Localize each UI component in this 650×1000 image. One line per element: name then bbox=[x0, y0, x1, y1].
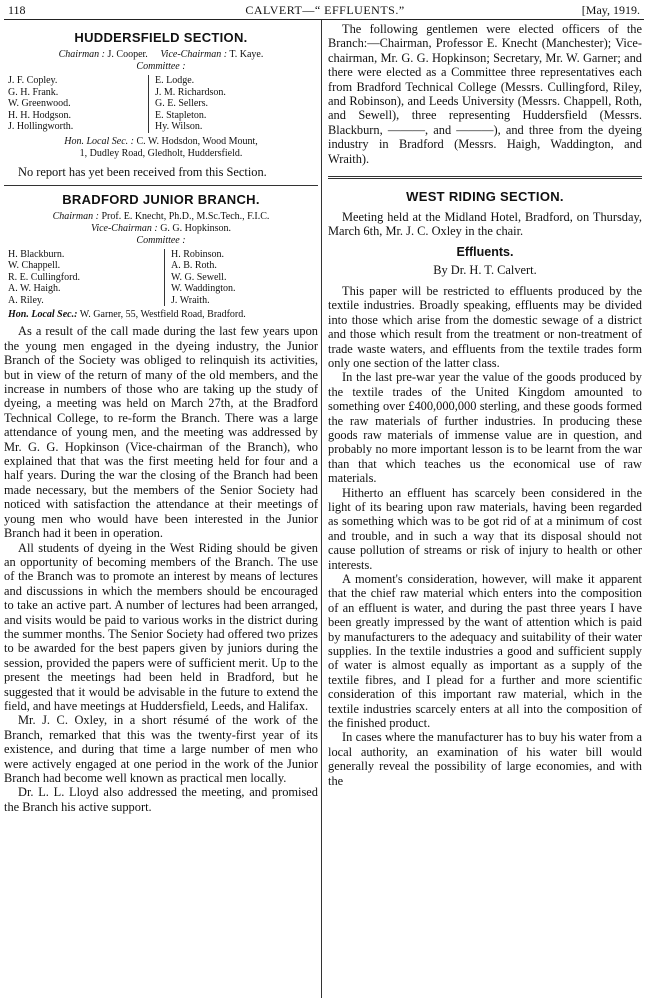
header-rule bbox=[4, 19, 644, 20]
page-number: 118 bbox=[8, 3, 26, 17]
huddersfield-report: No report has yet been received from this Section. bbox=[18, 164, 267, 179]
bradford-paragraph-5: The following gentlemen were elected officers of the Branch:—Chairman, Professor E. Knecht (Manchester); Vice-chairman, Mr. G. G. Hopkinson; Secretary, Mr. W. Garner; and there were elected as a Committee three representatives each from Bradford Technical College (Messrs. Cullingford, Riley, and Robinson), and Leeds University (Messrs. Chappell, Roth, and Sewell), three representing Huddersfield (Messrs. Blackburn, ———, and ———), and three from the dyeing industry in Bradford (Messrs. Haigh, Waddington, and Wraith). bbox=[328, 22, 642, 166]
bradford-paragraph-2: All students of dyeing in the West Riding should be given an opportunity of becoming members of the Branch. The use of the Branch was to promote an interest by means of lectures and discussions in which the members should be encouraged to take an active part. A number of lectures had been arranged, and visits would be paid to various works in the district during the summer months. The Senior Society had offered two prizes to be awarded for the best papers given by juniors during the session, provided the papers were of sufficient merit. Up to the present the meetings had been held in Bradford, but he suggested that it would be advisable in the future to extend the field, and have meetings at Huddersfield, Leeds, and Halifax. bbox=[4, 540, 318, 713]
bradford-committee: H. Blackburn. W. Chappell. R. E. Cullingford. A. W. Haigh. A. Riley. H. Robinson. A. B. Roth. W. G. Sewell. W. Waddington. J. Wraith. bbox=[8, 248, 236, 306]
running-title: CALVERT—“ EFFLUENTS.” bbox=[245, 3, 405, 17]
bradford-junior-title: BRADFORD JUNIOR BRANCH. bbox=[62, 191, 260, 207]
west-riding-paragraph-4: A moment's consideration, however, will make it apparent that the chief raw material which enters into the composition of an effluent is water, and during the past three years I have been greatly impressed by the want of attention which is paid by manufacturers to the adequacy and suitability of their water supplies. In the textile industries a good and sufficient supply of water is almost equally as important as a supply of the textile fibres, and I plead for a further and more scientific consideration of this important raw material, which in the textile industries scarcely enters at all into the composition of the finished product. bbox=[328, 572, 642, 731]
left-column bbox=[4, 22, 318, 814]
right-column bbox=[328, 22, 642, 788]
west-riding-title: WEST RIDING SECTION. bbox=[406, 189, 564, 205]
column-divider bbox=[321, 20, 322, 998]
bradford-vice-line: Vice-Chairman : G. G. Hopkinson. bbox=[90, 222, 232, 234]
paper-author: By Dr. H. T. Calvert. bbox=[433, 262, 537, 277]
section-rule bbox=[4, 185, 318, 186]
west-riding-paragraph-1: This paper will be restricted to effluents produced by the textile industries. Broadly speaking, effluents may be divided into those which arise from the domestic sewage of a district and those which result from the treatment or non-treatment of trade waste waters, and effluents from the textile trades form only one section of the latter class. bbox=[328, 283, 642, 370]
huddersfield-section-title: HUDDERSFIELD SECTION. bbox=[74, 30, 248, 45]
bradford-committee-label: Committee : bbox=[136, 234, 186, 246]
bradford-paragraph-3: Mr. J. C. Oxley, in a short résumé of the work of the Branch, remarked that this was the twenty-first year of its existence, and during that time a large number of men who were actively engaged at one period in the work of the Junior Branch had become well known as practical men locally. bbox=[4, 713, 318, 785]
paper-title: Effluents. bbox=[456, 244, 514, 259]
huddersfield-committee-label: Committee : bbox=[136, 61, 186, 72]
issue-date: [May, 1919. bbox=[581, 3, 640, 17]
bradford-secretary: Hon. Local Sec.: W. Garner, 55, Westfield Road, Bradford. bbox=[8, 309, 246, 321]
huddersfield-secretary: Hon. Local Sec. : C. W. Hodsdon, Wood Mount, 1, Dudley Road, Gledholt, Huddersfield. bbox=[64, 135, 258, 159]
running-header bbox=[0, 0, 650, 20]
west-riding-paragraph-2: In the last pre-war year the value of the goods produced by the textile trades of the United Kingdom amounted to something over £400,000,000 sterling, and these goods formed the raw materials of further industries. In producing these goods raw materials of immense value are in question, and probably no more important lesson is to be learnt from the war than that which teaches us the economical use of raw materials. bbox=[328, 370, 642, 486]
bradford-paragraph-4: Dr. L. L. Lloyd also addressed the meeting, and promised the Branch his active support. bbox=[4, 785, 318, 814]
bradford-paragraph-1: As a result of the call made during the last few years upon the young men engaged in the dyeing industry, the Junior Branch of the Society was obliged to relinquish its activities, but in view of the return of many of the old members, and the increase in numbers of those who are taking up the study of dyeing, a meeting was held on March 27th, at the Bradford Technical College, to re-form the Branch. There was a large attendance of young men, and the meeting was addressed by Mr. G. G. Hopkinson (Vice-chairman of the Branch), who explained that that was the first meeting held for four and a half years. During the war the closing of the Branch had been made necessary, but the members of the Senior Society had noticed with satisfaction the attendance at their meetings of young men who would have been interested in the Junior Branch had it been in operation. bbox=[4, 324, 318, 541]
west-riding-paragraph-3: Hitherto an effluent has scarcely been considered in the light of its bearing upon raw materials, having been regarded as something which was to be got rid of at a minimum of cost and trouble, and in such a way that its disposal should not cause pollution of streams or risk of injury to health or other interests. bbox=[328, 485, 642, 572]
bradford-chair-line: Chairman : Prof. E. Knecht, Ph.D., M.Sc.Tech., F.I.C. bbox=[52, 210, 270, 222]
huddersfield-committee: J. F. Copley. G. H. Frank. W. Greenwood. H. H. Hodgson. J. Hollingworth. E. Lodge. J. M. Richardson. G. E. Sellers. E. Stapleton. Hy. Wilson. bbox=[8, 75, 226, 132]
section-double-rule bbox=[328, 176, 642, 179]
huddersfield-chair-line: Chairman : J. Cooper. Vice-Chairman : T. Kaye. bbox=[58, 49, 264, 60]
west-riding-paragraph-5: In cases where the manufacturer has to buy his water from a local authority, an examination of his water bill would generally reveal the possibility of large economies, and with the bbox=[328, 730, 642, 788]
west-riding-meeting: Meeting held at the Midland Hotel, Bradford, on Thursday, March 6th, Mr. J. C. Oxley in the chair. bbox=[328, 210, 642, 239]
